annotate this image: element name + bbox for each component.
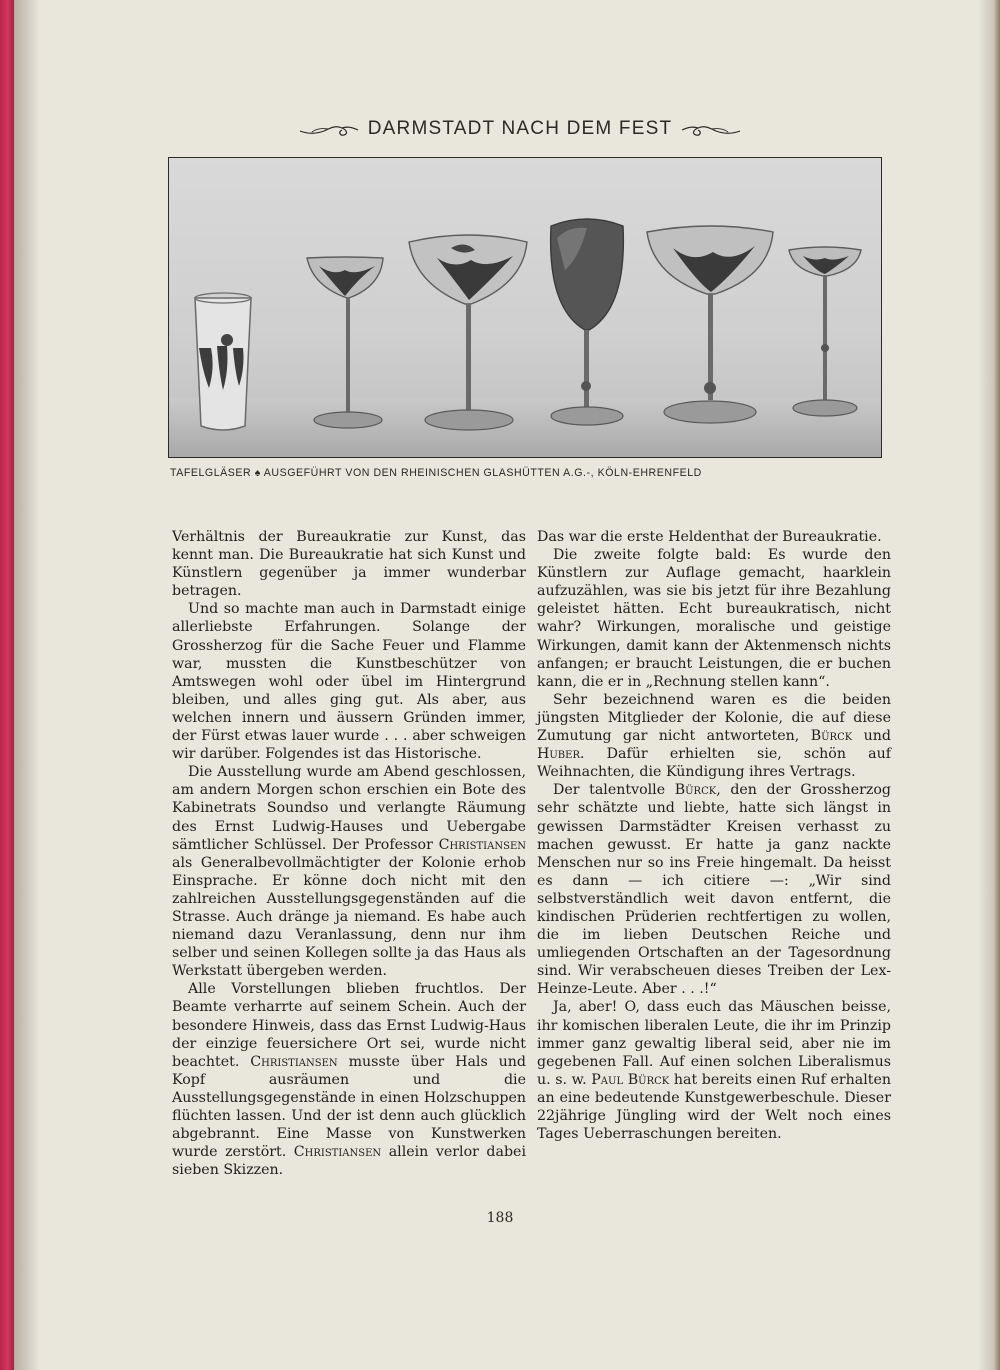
right-paragraph-3	[537, 691, 891, 781]
page-edge-shadow	[978, 0, 1000, 1370]
left-paragraph-4-text: Alle Vorstellungen blieben fruchtlos. Der Beamte verharrte auf seinem Schein. Auch der besondere Hinweis, dass das Ernst Ludwig-Haus der einzige feuersichere Ort sei, wurde nicht beachtet.	[172, 981, 526, 1070]
running-header	[290, 114, 750, 144]
large-coupe-glass	[647, 226, 773, 423]
name-christiansen-2: Christiansen	[250, 1053, 338, 1070]
book-spine-edge	[0, 0, 14, 1370]
right-flourish-ornament	[680, 120, 742, 138]
name-buerck-2: Bürck	[674, 782, 717, 799]
right-paragraph-4-cont: , den der Grossherzog sehr schätzte und liebte, hatte sich längst in gewissen Darmstädter Kreisen verhasst zu machen gewusst. Er hatte ja ganz nackte Menschen nur so ins Freie hingemalt. Da heisst es dann — ich citiere —: „Wir sind selbstverständlich weit davon entfernt, die kindischen Prüderien rechtfertigen zu wollen, die im lieben Deutschen Reiche und umliegenden Ortschaften an der Tagesordnung sind. Wir verabscheuen dieses Treiben der Lex-Heinze-Leute. Aber . . .!“	[537, 782, 891, 998]
left-paragraph-3	[172, 763, 526, 980]
page-number: 188	[486, 1210, 514, 1226]
left-paragraph-4-end: allein verlor dabei sieben Skizzen.	[172, 1144, 526, 1179]
right-paragraph-3-text: Sehr bezeichnend waren es die beiden jüngsten Mitglieder der Kolonie, die auf diese Zumutung gar nicht antworteten,	[537, 691, 891, 745]
right-paragraph-5-text: Ja, aber! O, dass euch das Mäuschen beisse, ihr komischen liberalen Leute, die ihr im Prinzip immer ganz gewaltig liberal seid, aber nie im gegebenen Fall. Auf einen solchen Liberalismus u. s. w.	[537, 999, 891, 1088]
wine-goblet-glass	[551, 219, 624, 425]
left-paragraph-3-text: Die Ausstellung wurde am Abend geschlossen, am andern Morgen schon erschien ein Bote des Kabinetrats Soundso und verlangte Räumung des Ernst Ludwig-Hauses und Uebergabe sämtlicher Schlüssel. Der Professor	[172, 764, 526, 853]
left-paragraph-3-cont: als Generalbevollmächtigter der Kolonie erhob Einsprache. Er könne doch nicht mit den zahlreichen Ausstellungsgegenständen auf die Strasse. Auch dränge ja niemand. Es habe auch niemand dazu Veranlassung, denn nur ihm selber und seinen Kollegen sollte ja das Haus als Werkstatt übergeben werden.	[172, 854, 526, 980]
right-paragraph-4	[537, 781, 891, 998]
left-paragraph-4	[172, 980, 526, 1179]
liqueur-glass	[789, 247, 861, 416]
right-paragraph-2: Die zweite folgte bald: Es wurde den Künstlern zur Auflage gemacht, haarklein aufzuzählen, was sie bis jetzt für ihre Bezahlung geleistet hätten. Echt bureaukratisch, nicht wahr? Wirkungen, moralische und geistige Wirkungen, damit kann der Aktenmensch nichts anfangen; er braucht Leistungen, die er buchen kann, die er in „Rechnung stellen kann“.	[537, 547, 891, 690]
right-paragraph-5	[537, 998, 891, 1143]
name-paul-buerck: Paul Bürck	[591, 1071, 670, 1088]
photo-caption: TAFELGLÄSER ♠ AUSGEFÜHRT VON DEN RHEINISCHEN GLASHÜTTEN A.G.-, KÖLN-EHRENFELD	[170, 467, 702, 479]
left-paragraph-2: Und so machte man auch in Darmstadt einige allerliebste Erfahrungen. Solange der Grossherzog für die Sache Feuer und Flamme war, mussten die Kunstbeschützer von Amtswegen wohl oder übel im Hintergrund bleiben, und alles ging gut. Als aber, aus welchen innern und äussern Gründen immer, der Fürst etwas lauer wurde . . . aber schweigen wir darüber. Folgendes ist das Historische.	[172, 601, 526, 763]
name-christiansen-3: Christiansen	[293, 1144, 382, 1161]
left-paragraph-4-cont: musste über Hals und Kopf ausräumen und die Ausstellungsgegenstände in einen Holzschuppen flüchten lassen. Und der ist denn auch glücklich abgebrannt. Eine Masse von Kunstwerken wurde zerstört.	[172, 1053, 526, 1161]
gutter-shadow	[14, 0, 40, 1370]
tumbler-glass	[195, 293, 251, 430]
right-paragraph-3-end: . Dafür erhielten sie, schön auf Weihnachten, die Kündigung ihres Vertrags.	[537, 746, 891, 781]
left-flourish-ornament	[298, 120, 360, 138]
name-huber: Huber	[537, 746, 580, 763]
left-text-column	[172, 528, 526, 1179]
name-buerck-1: Bürck	[810, 728, 853, 745]
right-text-column	[537, 528, 891, 1143]
glassware-photograph	[168, 157, 882, 458]
left-paragraph-1: Verhältnis der Bureaukratie zur Kunst, das kennt man. Die Bureaukratie hat sich Kunst und Künstlern gegenüber ja immer wunderbar betragen.	[172, 529, 526, 600]
name-christiansen-1: Christiansen	[438, 836, 526, 853]
right-paragraph-3-and: und	[863, 728, 891, 745]
right-paragraph-5-end: hat bereits einen Ruf erhalten an eine bedeutende Kunstgewerbeschule. Dieser 22jährige Jüngling wird der Welt noch eines Tages Ueberraschungen bereiten.	[537, 1071, 892, 1143]
right-paragraph-1: Das war die erste Heldenthat der Bureaukratie.	[537, 529, 882, 545]
glassware-illustration	[169, 158, 881, 457]
right-paragraph-4-text: Der talentvolle	[553, 782, 666, 799]
page-header-title: DARMSTADT NACH DEM FEST	[367, 118, 673, 139]
